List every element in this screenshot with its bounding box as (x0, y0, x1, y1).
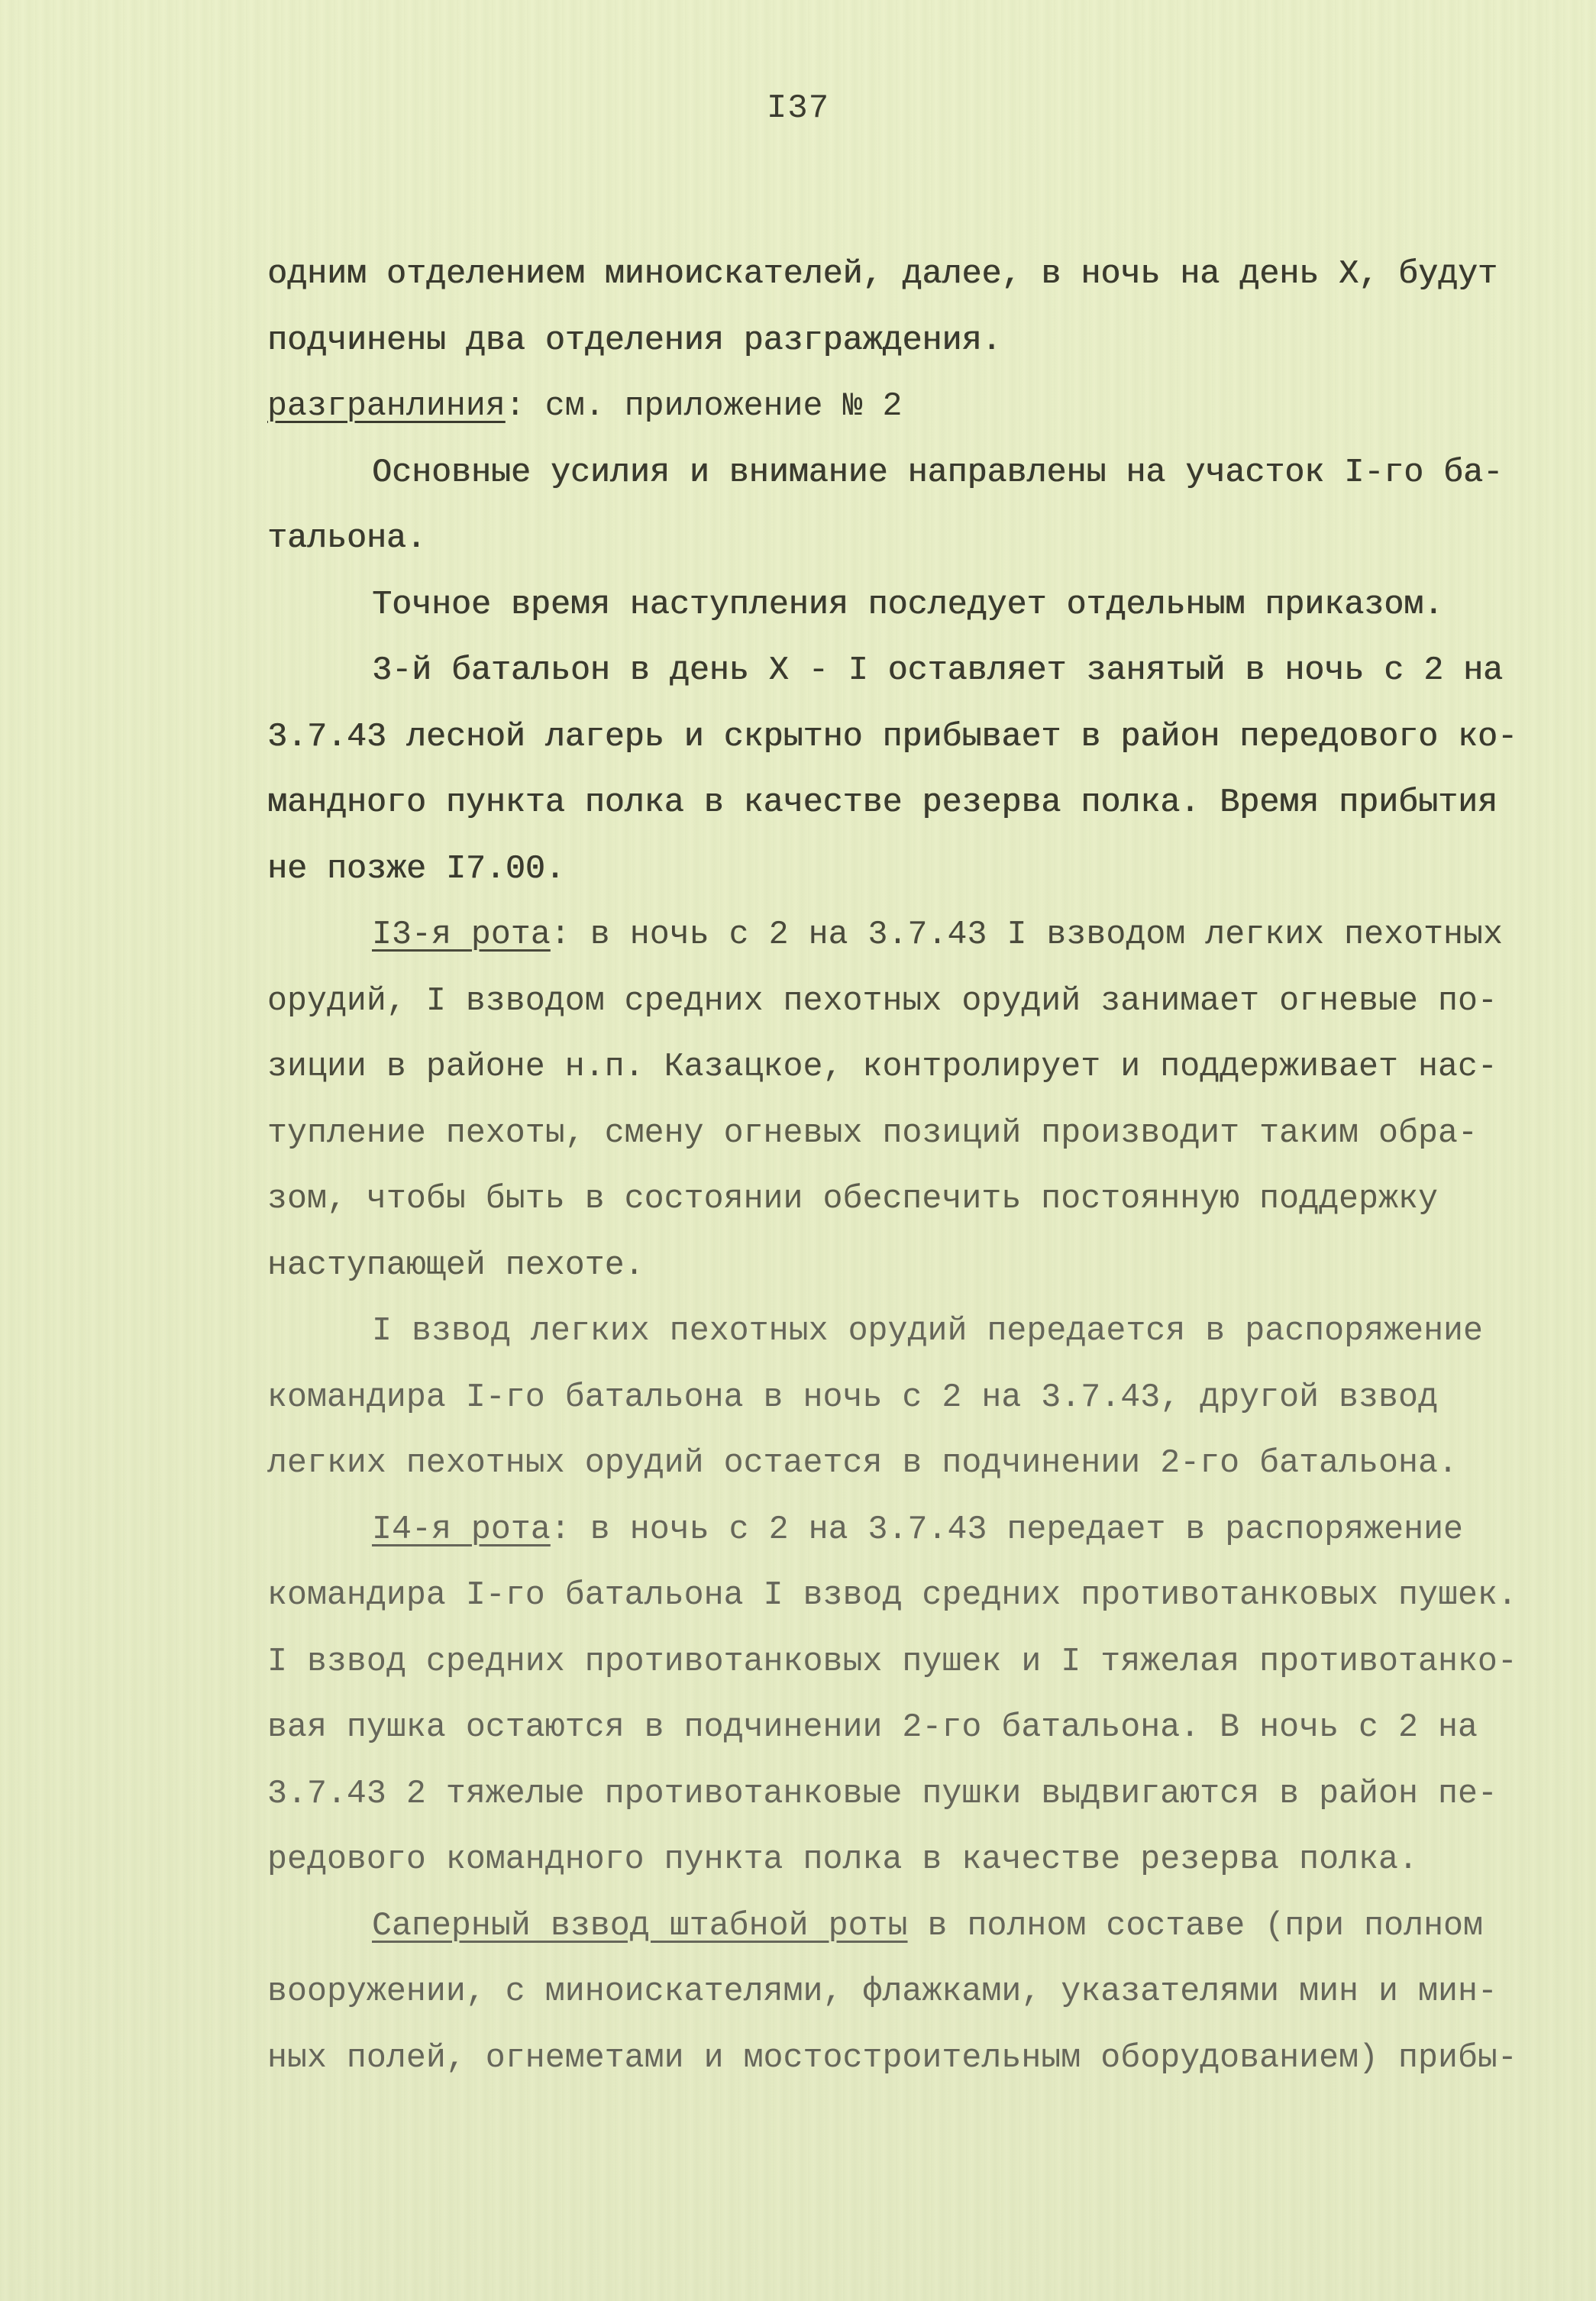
section-label-sapper-platoon: Саперный взвод штабной роты (372, 1907, 908, 1945)
text-line: командира I-го батальона I взвод средних противотанковых пушек. (267, 1577, 1517, 1614)
text-line: ных полей, огнеметами и мостостроительным оборудованием) прибы- (267, 2039, 1517, 2077)
text-line: I взвод легких пехотных орудий передается в распоряжение (372, 1313, 1484, 1350)
text-fragment: : см. приложение № 2 (505, 388, 903, 425)
text-line (267, 1508, 1565, 1574)
text-line: 3.7.43 2 тяжелые противотанковые пушки выдвигаются в район пе- (267, 1775, 1497, 1813)
text-line (267, 1904, 1565, 1970)
text-line: вая пушка остаются в подчинении 2-го батальона. В ночь с 2 на (267, 1709, 1478, 1747)
text-line: I взвод средних противотанковых пушек и I тяжелая противотанко- (267, 1643, 1517, 1681)
text-line: наступающей пехоте. (267, 1246, 645, 1285)
text-line: Основные усилия и внимание направлены на участок I-го ба- (372, 454, 1503, 492)
text-fragment: : в ночь с 2 на 3.7.43 передает в распоряжение (550, 1511, 1464, 1549)
text-line: не позже I7.00. (267, 850, 565, 888)
body-text (267, 252, 1565, 2102)
text-line: Точное время наступления последует отдельным приказом. (372, 586, 1444, 624)
text-line: тальона. (267, 520, 426, 557)
section-label-boundary-lines: разгранлиния (267, 388, 506, 425)
text-line (267, 384, 1565, 451)
text-fragment: в полном составе (при полном (907, 1907, 1484, 1945)
text-line: вооружении, с миноискателями, флажками, указателями мин и мин- (267, 1973, 1497, 2011)
text-fragment: : в ночь с 2 на 3.7.43 I взводом легких пехотных (550, 916, 1503, 954)
text-line: мандного пункта полка в качестве резерва полка. Время прибытия (267, 784, 1497, 822)
page-number: I37 (766, 89, 830, 128)
text-line: одним отделением миноискателей, далее, в ночь на день X, будут (267, 256, 1497, 293)
text-line: 3.7.43 лесной лагерь и скрытно прибывает в район передового ко- (267, 718, 1517, 756)
text-line (267, 913, 1565, 979)
text-line: 3-й батальон в день X - I оставляет занятый в ночь с 2 на (372, 652, 1503, 690)
text-line: командира I-го батальона в ночь с 2 на 3.7.43, другой взвод (267, 1378, 1438, 1417)
text-line: зиции в районе н.п. Казацкое, контролирует и поддерживает нас- (267, 1049, 1497, 1086)
text-line: зом, чтобы быть в состоянии обеспечить постоянную поддержку (267, 1181, 1438, 1218)
text-line: орудий, I взводом средних пехотных орудий занимает огневые по- (267, 982, 1497, 1020)
section-label-14th-company: I4-я рота (372, 1511, 551, 1549)
text-line: подчинены два отделения разграждения. (267, 322, 1002, 360)
text-line: тупление пехоты, смену огневых позиций производит таким обра- (267, 1114, 1478, 1152)
text-line: легких пехотных орудий остается в подчинении 2-го батальона. (267, 1445, 1458, 1482)
section-label-13th-company: I3-я рота (372, 916, 551, 954)
text-line: редового командного пункта полка в качестве резерва полка. (267, 1841, 1418, 1879)
